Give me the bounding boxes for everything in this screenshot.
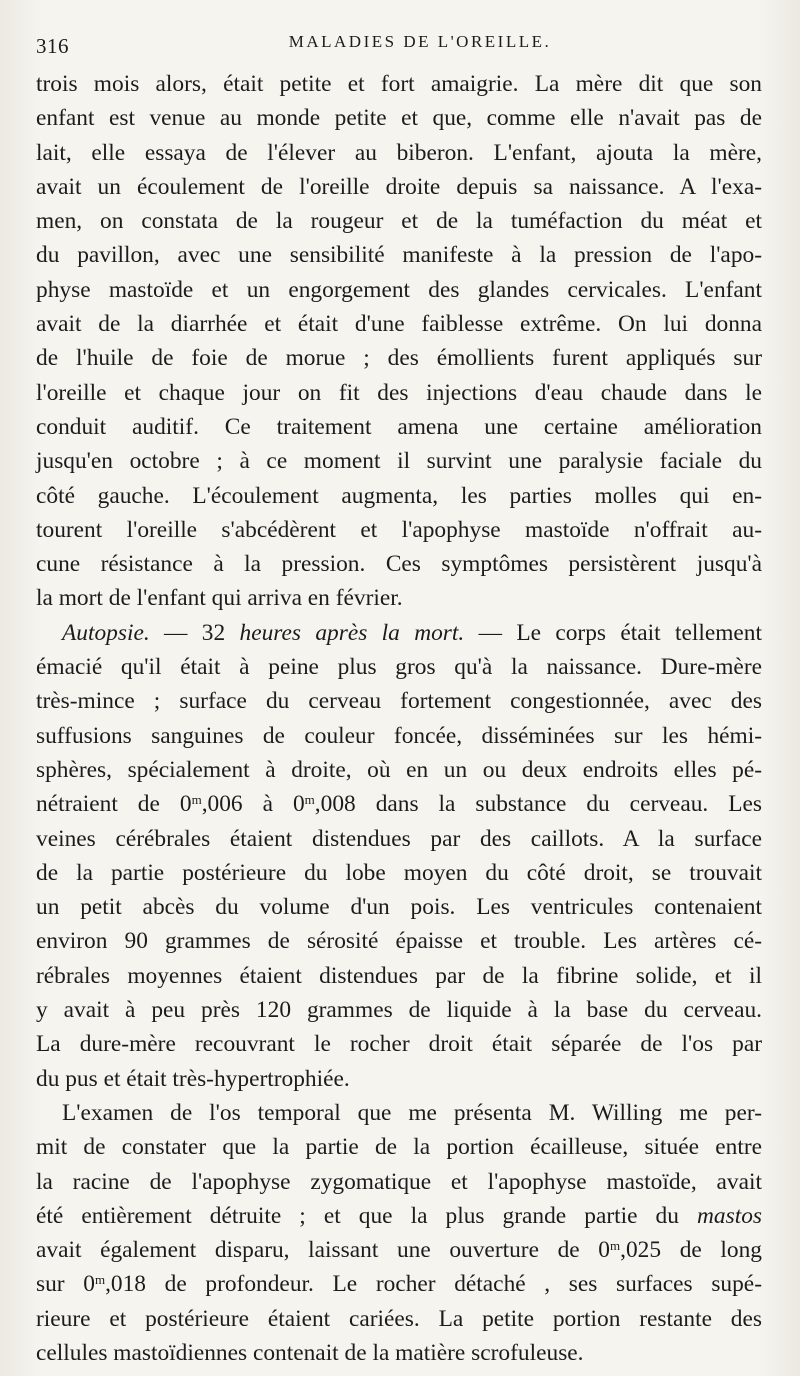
text-line: la racine de l'apophyse zygomatique et l'apophyse mastoïde, avait xyxy=(36,1168,762,1195)
text-line: un petit abcès du volume d'un pois. Les ventricules contenaient xyxy=(36,894,762,921)
superscript: m xyxy=(94,1272,106,1288)
italic-term: mastos xyxy=(697,1202,762,1229)
text-line: L'examen de l'os temporal que me présenta M. Willing me per- xyxy=(62,1099,762,1126)
text-segment: avait également disparu, laissant une ouverture de 0 xyxy=(36,1237,611,1264)
text-line: environ 90 grammes de sérosité épaisse et trouble. Les artères cé- xyxy=(36,928,762,955)
text-line: La dure-mère recouvrant le rocher droit était séparée de l'os par xyxy=(36,1031,762,1058)
page-body xyxy=(36,67,762,1370)
text-line: cune résistance à la pression. Ces symptômes persistèrent jusqu'à xyxy=(36,551,762,578)
text-line: de la partie postérieure du lobe moyen du côté droit, se trouvait xyxy=(36,859,762,886)
autopsie-rest: — Le corps était tellement xyxy=(464,619,762,646)
superscript: m xyxy=(304,792,315,808)
autopsie-time: heures après la mort. xyxy=(239,619,465,646)
text-segment: sur 0 xyxy=(36,1271,95,1298)
text-line: mit de constater que la partie de la portion écailleuse, située entre xyxy=(36,1134,762,1161)
running-head: MALADIES DE L'OREILLE. xyxy=(288,32,552,51)
text-line: avait de la diarrhée et était d'une faiblesse extrême. On lui donna xyxy=(36,311,762,338)
text-line: cellules mastoïdiennes contenait de la matière scrofuleuse. xyxy=(36,1339,584,1366)
paragraph-autopsie xyxy=(36,616,762,1096)
text-line: avait un écoulement de l'oreille droite depuis sa naissance. A l'exa- xyxy=(36,173,762,200)
text-segment: ,018 de profondeur. Le rocher détaché , ses surfaces supé- xyxy=(105,1271,762,1298)
text-line: jusqu'en octobre ; à ce moment il survint une paralysie faciale du xyxy=(36,448,762,475)
text-segment: ,008 dans la substance du cerveau. Les xyxy=(314,791,762,818)
text-line: sphères, spécialement à droite, où en un ou deux endroits elles pé- xyxy=(36,756,762,783)
text-line: veines cérébrales étaient distendues par des caillots. A la surface xyxy=(36,825,762,852)
page-number: 316 xyxy=(36,34,69,58)
text-line: y avait à peu près 120 grammes de liquide à la base du cerveau. xyxy=(36,997,762,1024)
text-line: la mort de l'enfant qui arriva en février. xyxy=(36,585,403,612)
text-segment: ,025 de long xyxy=(620,1237,762,1264)
page-header xyxy=(36,30,764,60)
text-line: du pus et était très-hypertrophiée. xyxy=(36,1065,350,1092)
text-line: très-mince ; surface du cerveau fortement congestionnée, avec des xyxy=(36,688,762,715)
text-line: tourent l'oreille s'abcédèrent et l'apophyse mastoïde n'offrait au- xyxy=(36,516,762,543)
text-line: de l'huile de foie de morue ; des émollients furent appliqués sur xyxy=(36,345,762,372)
text-line: émacié qu'il était à peine plus gros qu'à la naissance. Dure-mère xyxy=(36,654,762,681)
text-line: trois mois alors, était petite et fort amaigrie. La mère dit que son xyxy=(36,71,762,97)
text-line: enfant est venue au monde petite et que, comme elle n'avait pas de xyxy=(36,105,762,132)
text-line: côté gauche. L'écoulement augmenta, les parties molles qui en- xyxy=(36,482,762,509)
autopsie-label: Autopsie. xyxy=(62,619,150,646)
autopsie-hours: — 32 xyxy=(149,619,240,646)
superscript: m xyxy=(191,792,202,808)
measurement-line xyxy=(36,787,762,821)
text-line: rébrales moyennes étaient distendues par de la fibrine solide, et il xyxy=(36,962,762,989)
mastos-line xyxy=(36,1199,762,1233)
text-line: du pavillon, avec une sensibilité manifeste à la pression de l'apo- xyxy=(36,242,762,269)
superscript: m xyxy=(610,1238,621,1254)
autopsie-line xyxy=(36,616,762,650)
text-line: men, on constata de la rougeur et de la tuméfaction du méat et xyxy=(36,208,762,235)
text-line: rieure et postérieure étaient cariées. La petite portion restante des xyxy=(36,1305,762,1332)
text-line: conduit auditif. Ce traitement amena une certaine amélioration xyxy=(36,413,762,440)
text-segment: été entièrement détruite ; et que la plus grande partie du xyxy=(36,1202,697,1229)
text-line: physe mastoïde et un engorgement des glandes cervicales. L'enfant xyxy=(36,276,762,303)
measurement-line xyxy=(36,1267,762,1301)
text-line: suffusions sanguines de couleur foncée, disséminées sur les hémi- xyxy=(36,722,762,749)
text-segment: nétraient de 0 xyxy=(36,791,192,818)
paragraph-1 xyxy=(36,67,762,616)
paragraph-3 xyxy=(36,1096,762,1370)
text-segment: ,006 à 0 xyxy=(201,791,305,818)
measurement-line xyxy=(36,1233,762,1267)
text-line: l'oreille et chaque jour on fit des injections d'eau chaude dans le xyxy=(36,379,762,406)
text-line: lait, elle essaya de l'élever au biberon. L'enfant, ajouta la mère, xyxy=(36,139,762,166)
